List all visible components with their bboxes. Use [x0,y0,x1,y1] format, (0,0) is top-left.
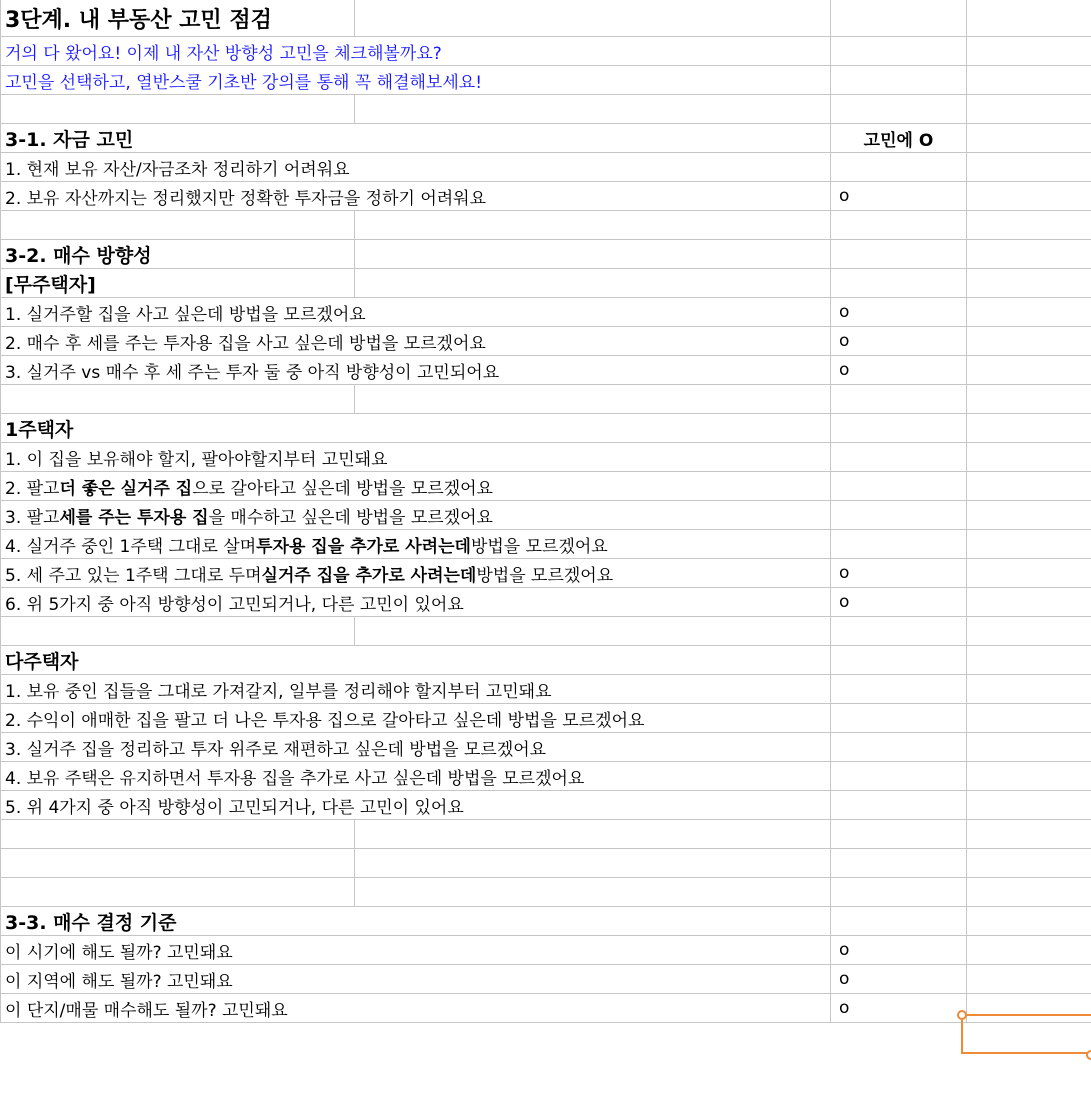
table-row [0,733,1091,762]
table-row [0,675,1091,704]
row-empty[interactable] [0,385,1091,414]
row-empty[interactable] [0,878,1091,907]
table-row [0,791,1091,820]
one-house-item-mark[interactable]: o [839,592,850,612]
section-direction-title[interactable]: 3-2. 매수 방향성 [5,244,152,267]
row-empty[interactable] [0,849,1091,878]
table-row [0,559,1091,588]
row-empty[interactable] [0,617,1091,646]
table-row [0,298,1091,327]
row-one-house-title [0,414,1091,443]
text-run: 방법을 모르겠어요 [476,565,614,586]
table-row [0,182,1091,211]
section-fund-title[interactable]: 3-1. 자금 고민 [5,128,134,151]
row-multi-house-title [0,646,1091,675]
bold-text-run: 투자용 집을 추가로 사려는데 [256,536,471,557]
one-house-item-label[interactable]: 1. 이 집을 보유해야 할지, 팔아야할지부터 고민돼요 [5,449,388,470]
row-section-criteria [0,907,1091,936]
row-intro-2 [0,66,1091,95]
no-house-item-label[interactable]: 1. 실거주할 집을 사고 싶은데 방법을 모르겠어요 [5,304,366,325]
no-house-item-label[interactable]: 3. 실거주 vs 매수 후 세 주는 투자 둘 중 아직 방향성이 고민되어요 [5,362,500,383]
row-empty[interactable] [0,211,1091,240]
multi-house-item-label[interactable]: 3. 실거주 집을 정리하고 투자 위주로 재편하고 싶은데 방법을 모르겠어요 [5,739,547,760]
table-row [0,443,1091,472]
table-row [0,530,1091,559]
no-house-item-mark[interactable]: o [839,331,850,351]
no-house-item-mark[interactable]: o [839,360,850,380]
selection-handle[interactable] [957,1010,967,1020]
row-section-fund [0,124,1091,153]
one-house-item-label[interactable] [5,530,608,558]
fund-item-label[interactable]: 1. 현재 보유 자산/자금조차 정리하기 어려워요 [5,159,350,180]
mark-column-header[interactable]: 고민에 O [863,130,934,151]
one-house-item-label[interactable] [5,559,613,587]
multi-house-title[interactable]: 다주택자 [5,650,79,673]
table-row [0,356,1091,385]
bold-text-run: 실거주 집을 추가로 사려는데 [261,565,477,586]
table-row [0,327,1091,356]
table-row [0,501,1091,530]
text-run: 을 매수하고 싶은데 방법을 모르겠어요 [208,507,493,528]
row-intro-1 [0,37,1091,66]
selection-handle[interactable] [1086,1050,1091,1060]
no-house-item-label[interactable]: 2. 매수 후 세를 주는 투자용 집을 사고 싶은데 방법을 모르겠어요 [5,333,486,354]
cell-selection-box[interactable] [961,1014,1091,1054]
row-empty[interactable] [0,95,1091,124]
sheet-title[interactable]: 3단계. 내 부동산 고민 점검 [5,7,272,33]
section-criteria-title[interactable]: 3-3. 매수 결정 기준 [5,911,177,934]
table-row [0,936,1091,965]
one-house-item-mark[interactable]: o [839,563,850,583]
row-empty[interactable] [0,820,1091,849]
no-house-item-mark[interactable]: o [839,302,850,322]
text-run: 4. 실거주 중인 1주택 그대로 살며 [5,536,257,557]
text-run: 5. 세 주고 있는 1주택 그대로 두며 [5,565,262,586]
table-row [0,762,1091,791]
one-house-item-label[interactable]: 6. 위 5가지 중 아직 방향성이 고민되거나, 다른 고민이 있어요 [5,594,464,615]
row-section-direction [0,240,1091,269]
table-row [0,704,1091,733]
multi-house-item-label[interactable]: 1. 보유 중인 집들을 그대로 가져갈지, 일부를 정리해야 할지부터 고민돼요 [5,681,552,702]
criteria-item-label[interactable]: 이 시기에 해도 될까? 고민돼요 [5,942,233,963]
table-row [0,994,1091,1023]
table-row [0,153,1091,182]
intro-text-1[interactable]: 거의 다 왔어요! 이제 내 자산 방향성 고민을 체크해볼까요? [5,43,442,64]
criteria-item-mark[interactable]: o [839,969,850,989]
table-row [0,472,1091,501]
multi-house-item-label[interactable]: 4. 보유 주택은 유지하면서 투자용 집을 추가로 사고 싶은데 방법을 모르겠어요 [5,768,585,789]
text-run: 으로 갈아타고 싶은데 방법을 모르겠어요 [192,478,493,499]
criteria-item-label[interactable]: 이 단지/매물 매수해도 될까? 고민돼요 [5,1000,288,1021]
table-row [0,965,1091,994]
bold-text-run: 더 좋은 실거주 집 [59,478,193,499]
criteria-item-label[interactable]: 이 지역에 해도 될까? 고민돼요 [5,971,233,992]
one-house-item-label[interactable] [5,501,493,529]
bold-text-run: 세를 주는 투자용 집 [59,507,209,528]
one-house-title[interactable]: 1주택자 [5,418,74,441]
row-no-house-title [0,269,1091,298]
text-run: 3. 팔고 [5,507,60,528]
intro-text-2[interactable]: 고민을 선택하고, 열반스쿨 기초반 강의를 통해 꼭 해결해보세요! [5,72,483,93]
fund-item-label[interactable]: 2. 보유 자산까지는 정리했지만 정확한 투자금을 정하기 어려워요 [5,188,487,209]
row-title [0,0,1091,37]
criteria-item-mark[interactable]: o [839,940,850,960]
table-row [0,588,1091,617]
no-house-title[interactable]: [무주택자] [5,273,96,296]
multi-house-item-label[interactable]: 5. 위 4가지 중 아직 방향성이 고민되거나, 다른 고민이 있어요 [5,797,464,818]
fund-item-mark[interactable]: o [839,186,850,206]
criteria-item-mark[interactable]: o [839,998,850,1018]
one-house-item-label[interactable] [5,472,493,500]
text-run: 방법을 모르겠어요 [470,536,608,557]
text-run: 2. 팔고 [5,478,60,499]
multi-house-item-label[interactable]: 2. 수익이 애매한 집을 팔고 더 나은 투자용 집으로 갈아타고 싶은데 방법을 모르겠어요 [5,710,645,731]
